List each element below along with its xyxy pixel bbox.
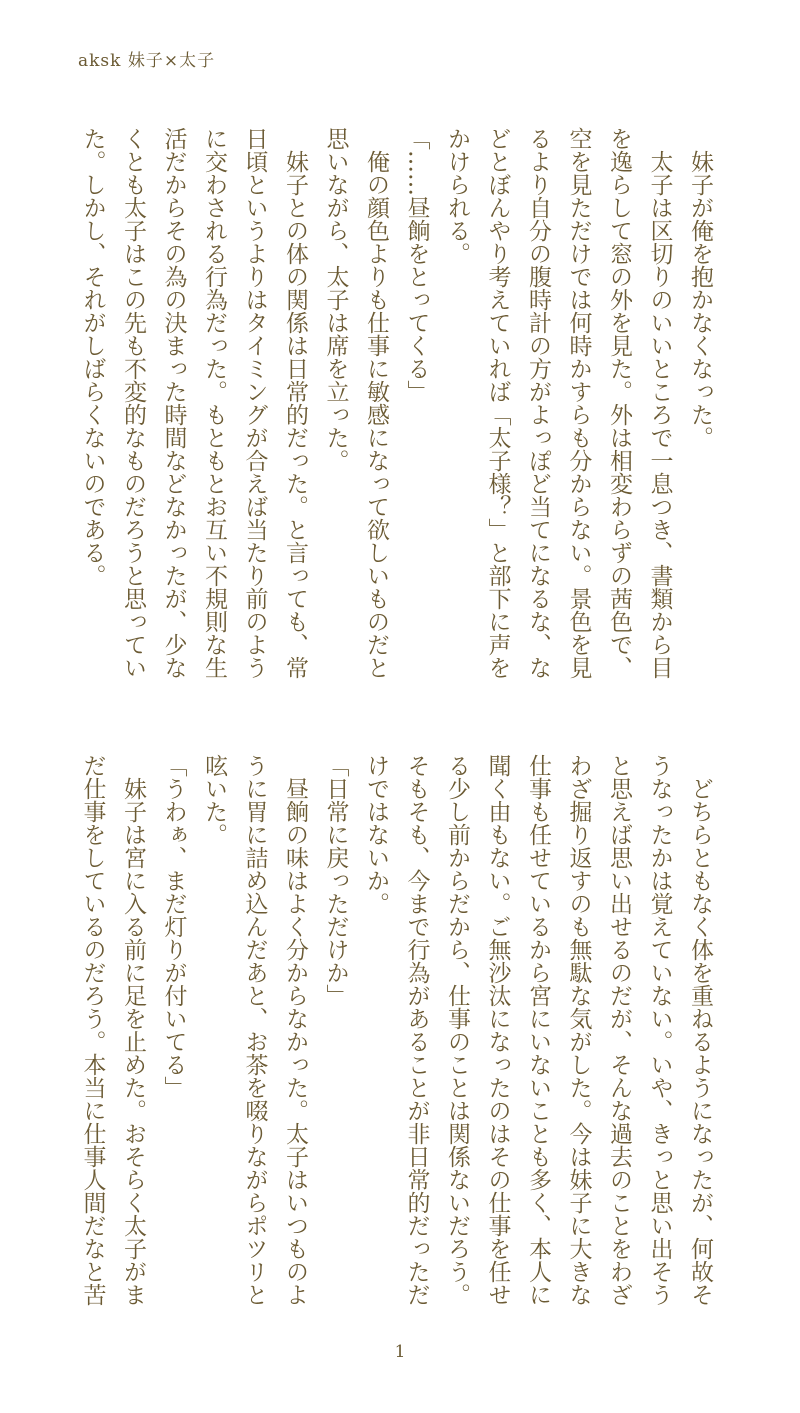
dialogue-line: 「うわぁ、まだ灯りが付いてる」: [160, 754, 187, 1099]
text-block-top: [80, 127, 720, 691]
dialogue-line: 「日常に戻っただけか」: [322, 754, 349, 1007]
text-block-bottom: [80, 754, 720, 1318]
paragraph: どちらともなく体を重ねるようになったが、何故そうなったかは覚えていない。いや、きっと思い出そうと思えば思い出せるのだが、そんな過去のことをわざわざ掘り返すのも無駄な気がした。今は妹子に大きな仕事も任せているから宮にいないことも多く、本人に聞く由もない。ご無沙汰になったのはその仕事を任せる少し前からだから、仕事のことは関係ないだろう。そもそも、今まで行為があることが非日常的だっただけではないか。: [363, 754, 713, 1306]
document-title: aksk 妹子×太子: [78, 51, 216, 71]
paragraph: 妹子との体の関係は日常的だった。と言っても、常日頃というよりはタイミングが合えば当たり前のように交わされる行為だった。もともとお互い不規則な生活だからその為の決まった時間などなかったが、少なくとも太子はこの先も不変的なものだろうと思っていた。しかし、それがしばらくないのである。: [80, 127, 308, 679]
paragraph: 妹子は宮に入る前に足を止めた。おそらく太子がまだ仕事をしているのだろう。本当に仕事人間だなと苦: [80, 754, 146, 1306]
paragraph: 妹子が俺を抱かなくなった。: [687, 150, 713, 449]
page-number: 1: [394, 1342, 406, 1362]
paragraph: 俺の顔色よりも仕事に敏感になって欲しいものだと思いながら、太子は席を立った。: [322, 127, 389, 679]
paragraph: 昼餉の味はよく分からなかった。太子はいつものように胃に詰め込んだあと、お茶を啜りながらポツリと呟いた。: [201, 754, 308, 1306]
paragraph: 太子は区切りのいいところで一息つき、書類から目を逸らして窓の外を見た。外は相変わらずの茜色で、空を見ただけでは何時かすらも分からない。景色を見るより自分の腹時計の方がよっぽど当てになるな、などとぼんやり考えていれば「太子様？」と部下に声をかけられる。: [444, 127, 673, 679]
dialogue-line: 「……昼餉をとってくる」: [403, 127, 430, 403]
